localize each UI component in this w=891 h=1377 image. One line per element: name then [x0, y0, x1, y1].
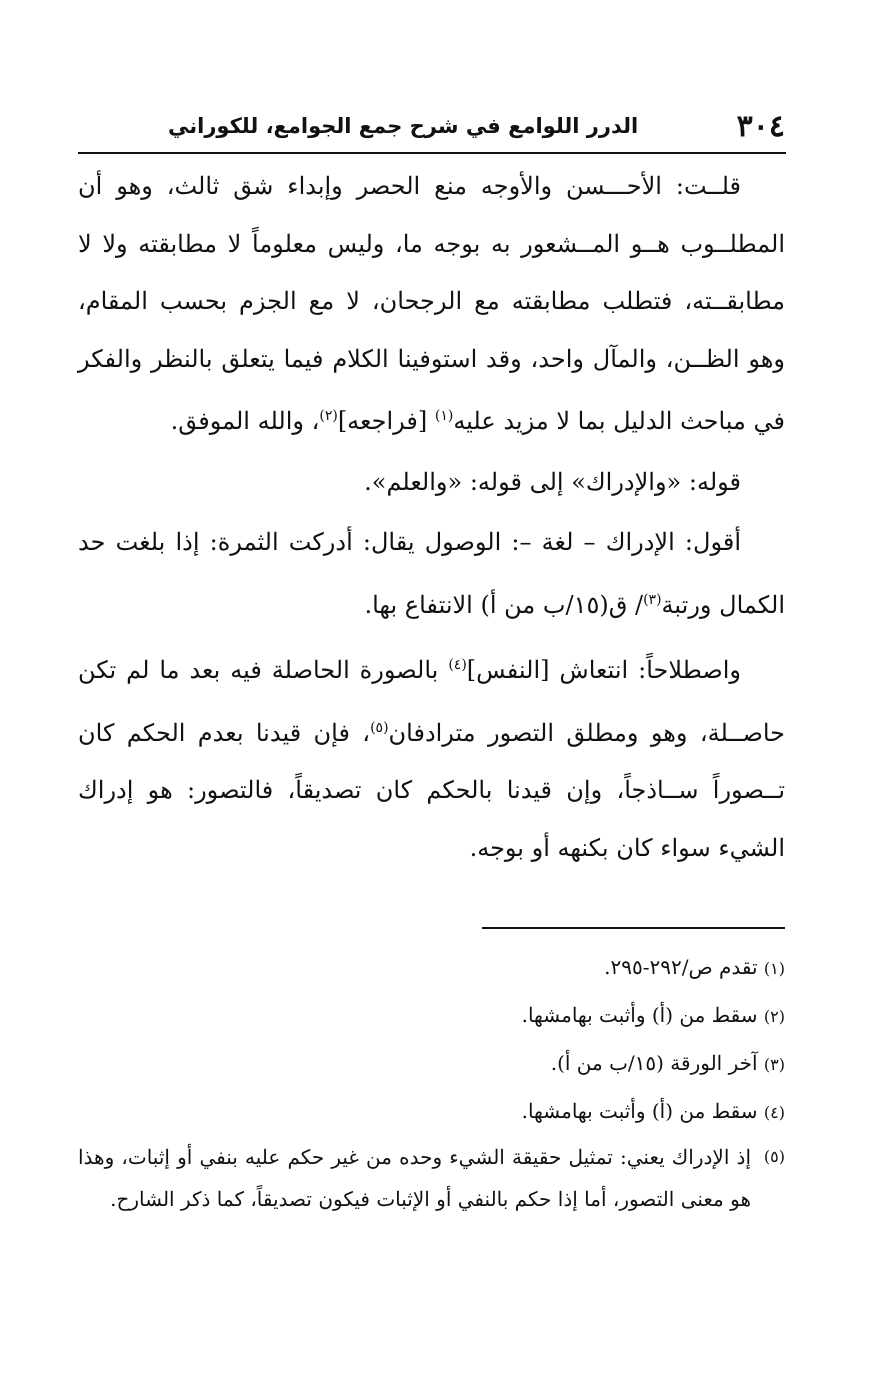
footnote-3 — [78, 1040, 785, 1088]
paragraph-1-text-c: ، والله الموفق. — [170, 407, 320, 435]
footnote-separator — [482, 927, 785, 929]
footnote-text: إذ الإدراك يعني: تمثيل حقيقة الشيء وحده من غير حكم عليه بنفي أو إثبات، وهذا هو معنى التصور، أما إذا حكم بالنفي أو الإثبات فيكون تصديقاً، كما ذكر الشارح. — [78, 1145, 751, 1211]
footnote-mark: (٥) — [763, 1147, 785, 1166]
main-text — [78, 158, 785, 877]
footnote-5 — [78, 1136, 785, 1220]
page-number: ٣٠٤ — [736, 108, 785, 144]
paragraph-2 — [78, 454, 785, 512]
footnote-4 — [78, 1088, 785, 1136]
footnote-ref-5[interactable]: (٥) — [370, 719, 389, 736]
paragraph-3-text-b: / ق(١٥/ب من أ) الانتفاع بها. — [364, 590, 644, 619]
footnote-ref-2[interactable]: (٢) — [319, 408, 338, 424]
page-header — [78, 108, 785, 144]
paragraph-1-text-b: [فراجعه] — [337, 407, 435, 435]
paragraph-2-text: قوله: «والإدراك» إلى قوله: «والعلم». — [364, 467, 741, 496]
footnote-ref-4[interactable]: (٤) — [448, 657, 467, 673]
footnote-2 — [78, 992, 785, 1040]
running-title: الدرر اللوامع في شرح جمع الجوامع، للكوراني — [168, 114, 639, 138]
footnote-mark: (٢) — [763, 1007, 785, 1026]
footnote-ref-3[interactable]: (٣) — [643, 591, 662, 608]
paragraph-4-text-a: واصطلاحاً: انتعاش [النفس] — [466, 656, 741, 684]
paragraph-1-text-a: قلــت: الأحـــسن والأوجه منع الحصر وإبداء شق ثالث، وهو أن المطلــوب هــو المــشعور به بوجه ما، وليس معلوماً لا مطابقته ولا لا مطابقــته، فتطلب مطابقته مع الرجحان، لا مع الجزم بحسب المقام، وهو الظــن، والمآل واحد، وقد استوفينا الكلام فيما يتعلق بالنظر والفكر في مباحث الدليل بما لا مزيد عليه — [78, 172, 785, 435]
footnote-mark: (١) — [763, 959, 785, 978]
paragraph-1 — [78, 158, 785, 451]
paragraph-4 — [78, 637, 785, 877]
header-rule — [78, 152, 786, 154]
footnote-mark: (٤) — [763, 1103, 785, 1122]
footnote-text: سقط من (أ) وأثبت بهامشها. — [521, 1099, 764, 1123]
footnotes — [78, 944, 785, 1220]
footnote-text: آخر الورقة (١٥/ب من أ). — [550, 1051, 764, 1075]
footnote-text: تقدم ص/٢٩٢-٢٩٥. — [604, 955, 764, 979]
footnote-1 — [78, 944, 785, 992]
paragraph-3-text-a: أقول: الإدراك – لغة –: الوصول يقال: أدركت الثمرة: إذا بلغت حد الكمال ورتبة — [78, 528, 785, 619]
footnote-ref-1[interactable]: (١) — [434, 408, 454, 424]
footnote-text: سقط من (أ) وأثبت بهامشها. — [521, 1003, 764, 1027]
paragraph-3 — [78, 514, 785, 634]
paragraph-4-text-b: بالصورة الحاصلة فيه بعد ما لم تكن حاصــلة، وهو ومطلق التصور مترادفان — [78, 656, 785, 747]
paragraph-4-text-c: ، فإن قيدنا بعدم الحكم كان تــصوراً ســاذجاً، وإن قيدنا بالحكم كان تصديقاً، فالتصور: هو إدراك الشيء سواء كان بكنهه أو بوجه. — [78, 718, 785, 862]
footnote-mark: (٣) — [763, 1055, 785, 1074]
